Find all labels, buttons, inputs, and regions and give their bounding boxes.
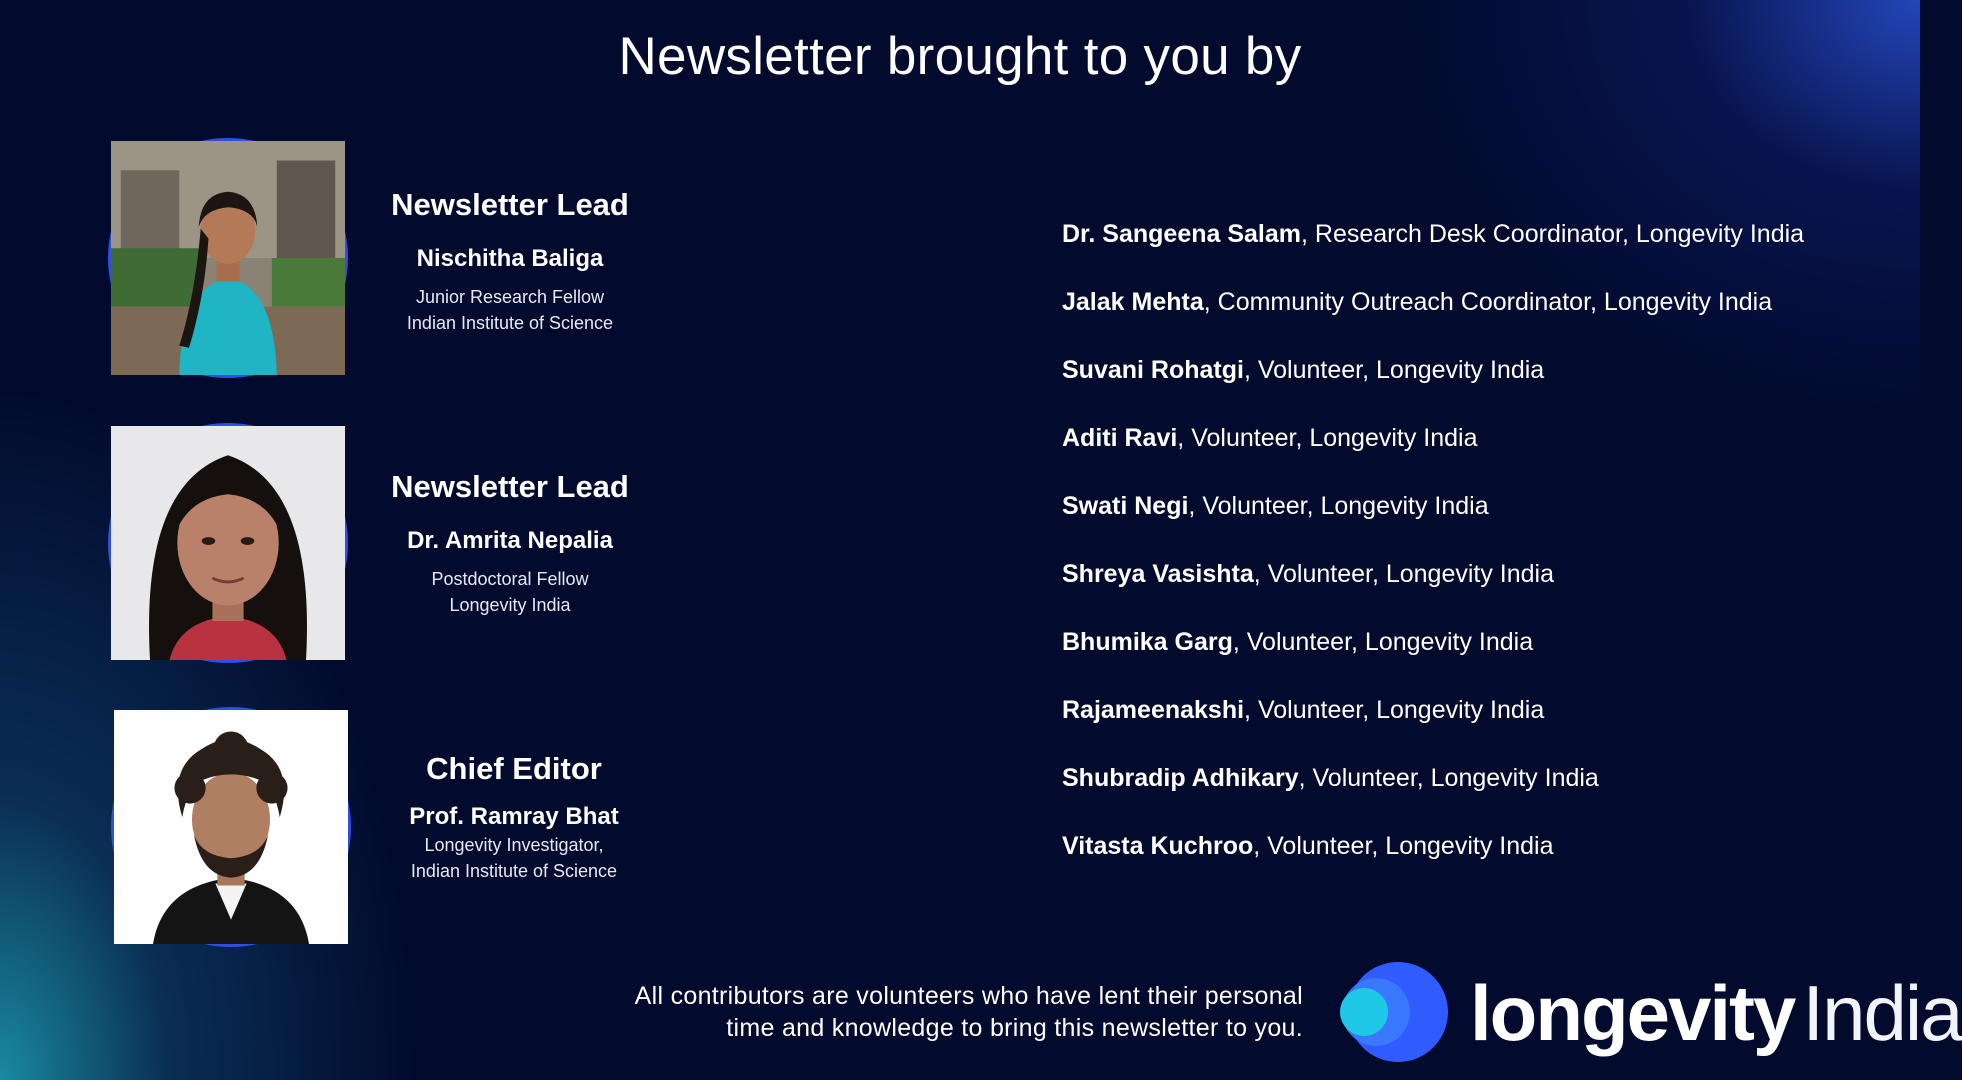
contributor-role: , Volunteer, Longevity India: [1243, 356, 1545, 384]
page-title: Newsletter brought to you by: [618, 27, 1302, 86]
lead-card-1: [360, 186, 660, 336]
lead-affiliation-line2: Indian Institute of Science: [410, 861, 618, 881]
portrait-photo-icon: [111, 426, 345, 660]
lead-affiliation-line2: Longevity India: [449, 595, 571, 615]
contributor-item: [1062, 490, 1804, 558]
lead-name: Dr. Amrita Nepalia: [407, 527, 613, 554]
contributor-item: [1062, 626, 1804, 694]
lead-affiliation-line1: Longevity Investigator,: [424, 835, 604, 855]
contributor-item: [1062, 422, 1804, 490]
contributors-list: [1062, 218, 1804, 898]
contributor-name: Suvani Rohatgi: [1062, 356, 1244, 384]
contributor-item: [1062, 218, 1804, 286]
avatar-nischitha-baliga: [108, 138, 348, 378]
contributor-name: Vitasta Kuchroo: [1062, 832, 1254, 860]
lead-affiliation-line1: Postdoctoral Fellow: [431, 569, 589, 589]
contributor-item: [1062, 286, 1804, 354]
lead-role: Newsletter Lead: [391, 187, 629, 222]
footer-note-line1: All contributors are volunteers who have lent their personal: [634, 982, 1303, 1010]
logo-word-india: India: [1802, 969, 1962, 1057]
contributor-item: [1062, 762, 1804, 830]
contributor-role: , Volunteer, Longevity India: [1253, 832, 1554, 860]
portrait-photo-icon: [111, 141, 345, 375]
contributor-role: , Volunteer, Longevity India: [1188, 492, 1489, 520]
footer-note-line2: time and knowledge to bring this newsletter to you.: [726, 1014, 1303, 1042]
contributor-role: , Community Outreach Coordinator, Longevity India: [1203, 288, 1773, 316]
lead-affiliation-line1: Junior Research Fellow: [415, 287, 605, 307]
avatar-ramray-bhat: [111, 707, 351, 947]
contributor-name: Swati Negi: [1062, 492, 1189, 520]
contributor-role: , Volunteer, Longevity India: [1253, 560, 1555, 588]
contributor-name: Shubradip Adhikary: [1062, 764, 1299, 792]
lead-card-2: [360, 468, 660, 618]
contributor-name: Aditi Ravi: [1062, 424, 1178, 452]
contributor-name: Bhumika Garg: [1062, 628, 1233, 656]
logo-word-longevity: longevity: [1470, 969, 1795, 1057]
lead-name: Nischitha Baliga: [416, 245, 604, 272]
portrait-photo-icon: [114, 710, 348, 944]
contributor-item: [1062, 558, 1804, 626]
contributor-item: [1062, 354, 1804, 422]
contributor-name: Jalak Mehta: [1062, 288, 1204, 316]
lead-role: Chief Editor: [426, 751, 602, 786]
lead-card-3: [364, 750, 664, 884]
lead-affiliation-line2: Indian Institute of Science: [406, 313, 614, 333]
logo-wordmark: [1470, 968, 1962, 1058]
contributor-name: Rajameenakshi: [1062, 696, 1245, 724]
lead-role: Newsletter Lead: [391, 469, 629, 504]
contributor-name: Shreya Vasishta: [1062, 560, 1254, 588]
contributor-role: , Volunteer, Longevity India: [1244, 696, 1545, 724]
longevity-india-logo-icon: [1330, 960, 1450, 1064]
contributor-role: , Volunteer, Longevity India: [1177, 424, 1478, 452]
contributor-role: , Volunteer, Longevity India: [1232, 628, 1534, 656]
contributor-role: , Volunteer, Longevity India: [1298, 764, 1599, 792]
contributor-role: , Research Desk Coordinator, Longevity India: [1301, 220, 1805, 248]
contributor-name: Dr. Sangeena Salam: [1062, 220, 1302, 248]
avatar-amrita-nepalia: [108, 423, 348, 663]
footer-note: [543, 980, 1303, 1044]
lead-name: Prof. Ramray Bhat: [409, 803, 619, 830]
contributor-item: [1062, 694, 1804, 762]
contributor-item: [1062, 830, 1804, 898]
